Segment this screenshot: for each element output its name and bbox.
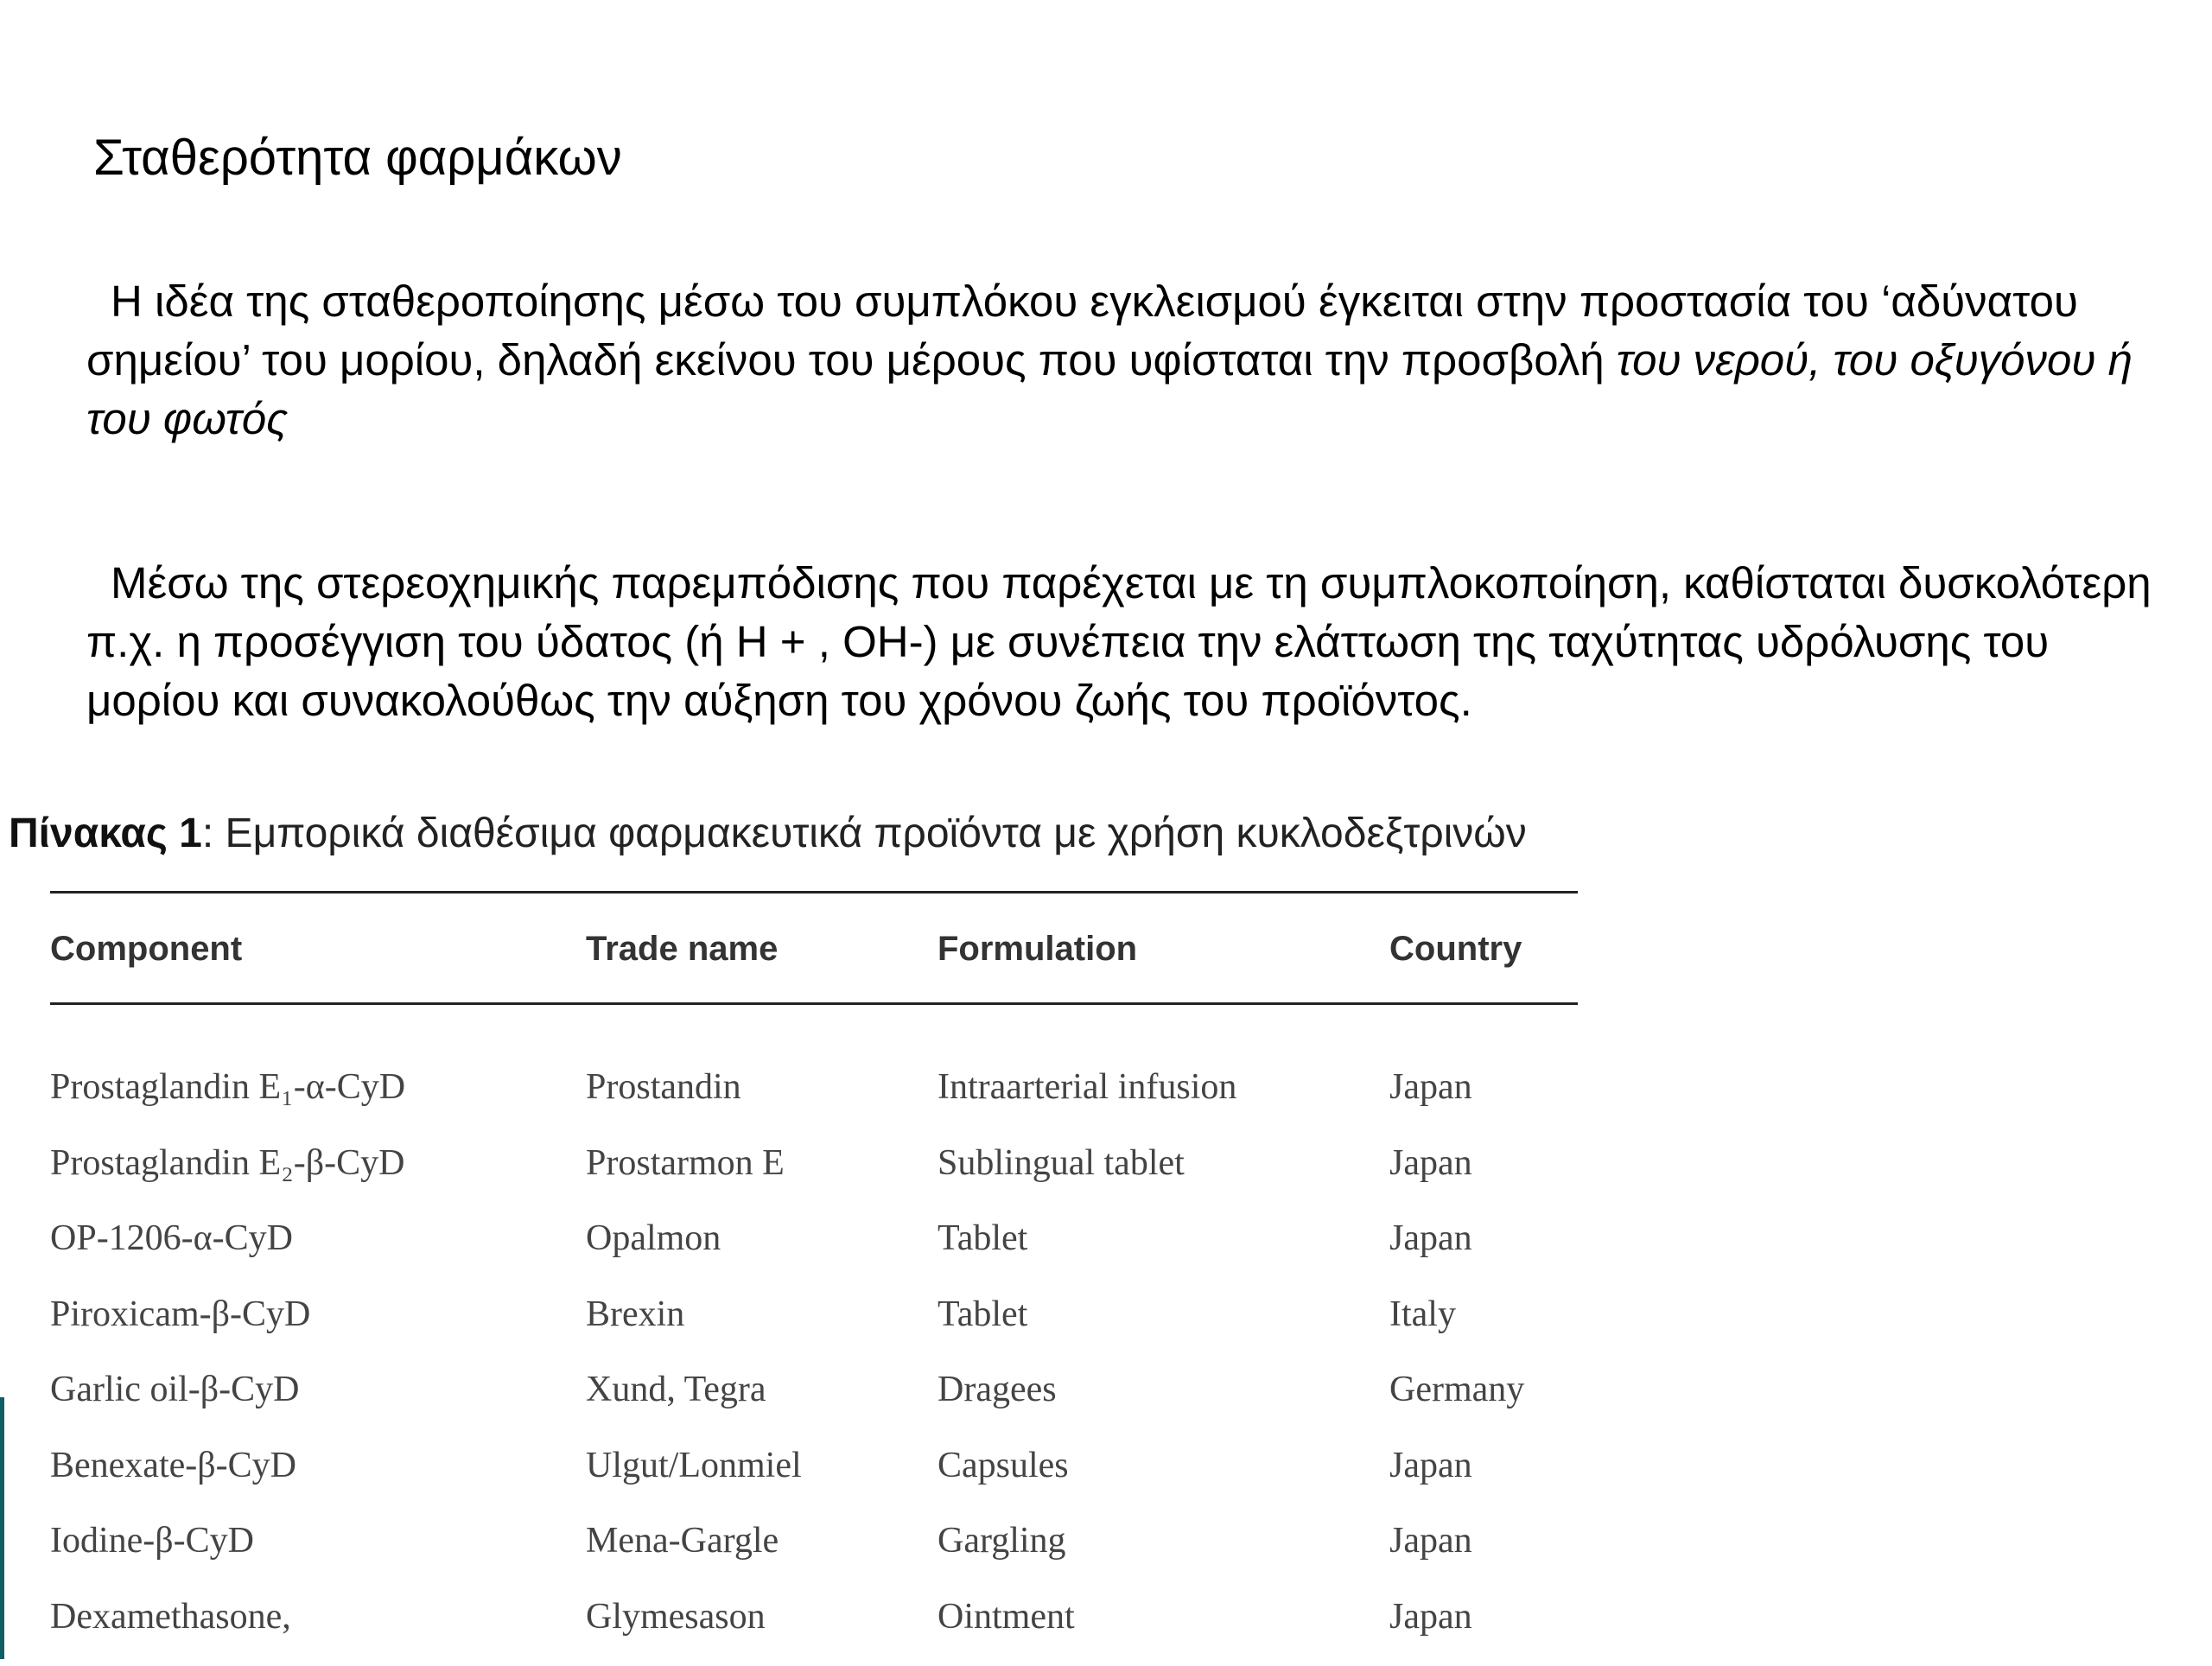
cell-trade-name: Brexin (586, 1294, 685, 1334)
cell-formulation: Dragees (938, 1370, 1057, 1409)
paragraph-stabilization-idea (86, 272, 2160, 448)
table-caption-text: : Εμπορικά διαθέσιμα φαρμακευτικά προϊόντα με χρήση κυκλοδεξτρινών (201, 811, 1527, 856)
cell-country: Germany (1389, 1370, 1525, 1409)
cell-trade-name: Ulgut/Lonmiel (586, 1445, 802, 1485)
cell-country: Japan (1389, 1521, 1472, 1561)
cell-country: Japan (1389, 1067, 1472, 1107)
paragraph-2-text: Μέσω της στερεοχημικής παρεμπόδισης που παρέχεται με τη συμπλοκοποίηση, καθίσταται δυσκολότερη π.χ. η προσέγγιση του ύδατος (ή H + , OH-) με συνέπεια την ελάττωση της ταχύτητας υδρόλυσης του μορίου και συνακολούθως την αύξηση του χρόνου ζωής του προϊόντος. (86, 558, 2152, 725)
cell-formulation: Intraarterial infusion (938, 1067, 1237, 1107)
cell-trade-name: Opalmon (586, 1218, 721, 1258)
cell-formulation: Sublingual tablet (938, 1142, 1185, 1183)
cell-component: Dexamethasone, (50, 1596, 291, 1637)
cell-component: Prostaglandin E₁-α-CyD (50, 1067, 406, 1107)
cell-country: Japan (1389, 1142, 1472, 1183)
header-component: Component (50, 930, 243, 968)
cell-trade-name: Prostandin (586, 1067, 741, 1107)
cell-trade-name: Prostarmon E (586, 1142, 785, 1183)
cell-country: Japan (1389, 1445, 1472, 1485)
paragraph-1-italic: του νερού, του οξυγόνου ή του φωτός (86, 335, 2133, 443)
cell-component: Benexate-β-CyD (50, 1445, 296, 1485)
cell-component: Garlic oil-β-CyD (50, 1370, 300, 1409)
cell-formulation: Ointment (938, 1596, 1075, 1637)
cell-formulation: Gargling (938, 1521, 1066, 1561)
cell-country: Italy (1389, 1294, 1456, 1334)
table-caption (9, 808, 1527, 860)
paragraph-steric-hindrance (86, 554, 2160, 730)
table-caption-label: Πίνακας 1 (9, 811, 202, 856)
cell-formulation: Tablet (938, 1218, 1028, 1258)
cell-formulation: Tablet (938, 1294, 1028, 1334)
slide-title: Σταθερότητα φαρμάκων (93, 130, 622, 186)
cell-country: Japan (1389, 1596, 1472, 1637)
paragraph-1-text: Η ιδέα της σταθεροποίησης μέσω του συμπλόκου εγκλεισμού έγκειται στην προστασία του ‘αδύνατου σημείου’ του μορίου, δηλαδή εκείνου του μέρους που υφίσταται την προσβολή (86, 277, 2078, 385)
cell-trade-name: Xund, Tegra (586, 1370, 766, 1409)
header-formulation: Formulation (938, 930, 1138, 968)
table-top-rule (50, 891, 1578, 893)
header-country: Country (1389, 930, 1522, 968)
cell-component: Prostaglandin E₂-β-CyD (50, 1142, 405, 1183)
cell-component: Iodine-β-CyD (50, 1521, 254, 1561)
header-trade-name: Trade name (586, 930, 779, 968)
cell-formulation: Capsules (938, 1445, 1069, 1485)
cell-component: OP-1206-α-CyD (50, 1218, 293, 1258)
cell-country: Japan (1389, 1218, 1472, 1258)
cell-trade-name: Mena-Gargle (586, 1521, 779, 1561)
cell-trade-name: Glymesason (586, 1596, 766, 1637)
slide-accent-bar (0, 1397, 4, 1659)
table-header-rule (50, 1002, 1578, 1005)
cell-component: Piroxicam-β-CyD (50, 1294, 311, 1334)
